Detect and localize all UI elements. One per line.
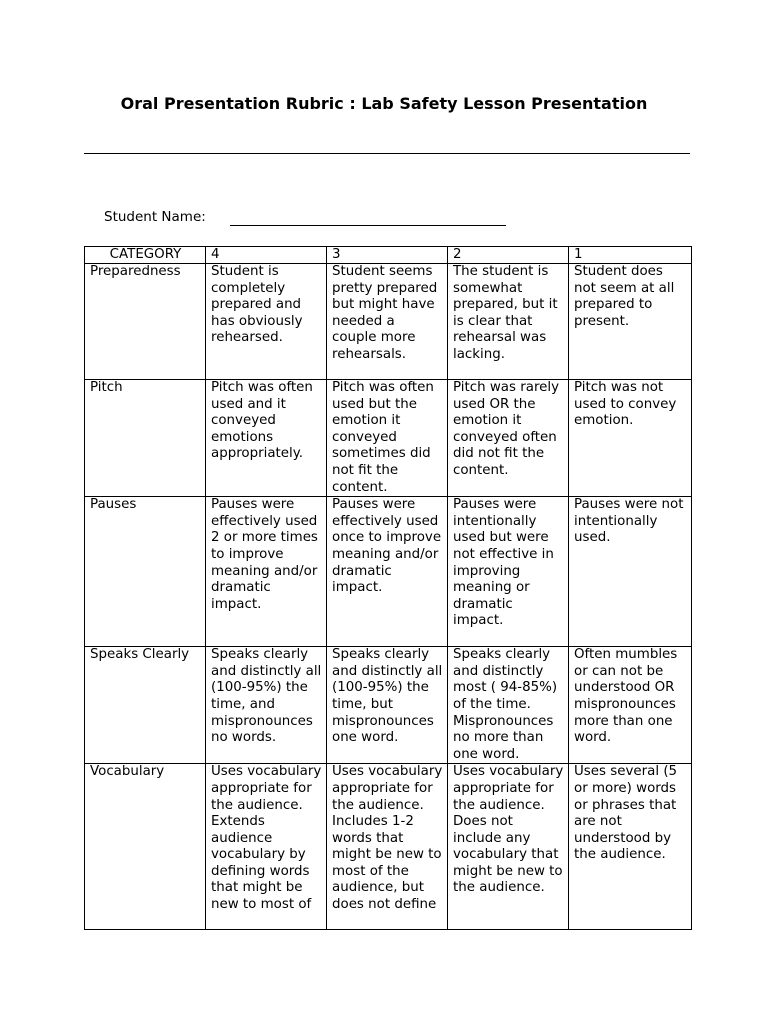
score-4-cell: Pitch was often used and it conveyed emotions appropriately. [206,380,327,497]
score-2-cell: Pitch was rarely used OR the emotion it conveyed often did not fit the content. [448,380,569,497]
row-pitch [85,380,692,497]
score-3-cell: Student seems pretty prepared but might have needed a couple more rehearsals. [327,264,448,380]
score-2-cell: Speaks clearly and distinctly most ( 94-85%) of the time. Mispronounces no more than one word. [448,647,569,764]
student-name-blank [230,225,506,226]
row-preparedness [85,264,692,380]
score-4-cell: Student is completely prepared and has obviously rehearsed. [206,264,327,380]
score-2-cell: Uses vocabulary appropriate for the audience. Does not include any vocabulary that might be new to the audience. [448,764,569,930]
score-2-cell: The student is somewhat prepared, but it is clear that rehearsal was lacking. [448,264,569,380]
score-4-cell: Uses vocabulary appropriate for the audience. Extends audience vocabulary by defining words that might be new to most of [206,764,327,930]
score-3-cell: Speaks clearly and distinctly all (100-95%) the time, but mispronounces one word. [327,647,448,764]
rubric-table [84,246,692,930]
header-row [85,247,692,264]
row-vocabulary [85,764,692,930]
row-pauses [85,497,692,647]
category-cell: Vocabulary [85,764,206,930]
score-1-cell: Uses several (5 or more) words or phrases that are not understood by the audience. [569,764,692,930]
row-speaks-clearly [85,647,692,764]
score-3-cell: Uses vocabulary appropriate for the audience. Includes 1-2 words that might be new to most of the audience, but does not define [327,764,448,930]
category-cell: Pitch [85,380,206,497]
header-score-1: 1 [569,247,692,264]
header-score-3: 3 [327,247,448,264]
score-4-cell: Speaks clearly and distinctly all (100-95%) the time, and mispronounces no words. [206,647,327,764]
score-4-cell: Pauses were effectively used 2 or more times to improve meaning and/or dramatic impact. [206,497,327,647]
document-title: Oral Presentation Rubric : Lab Safety Lesson Presentation [120,94,648,113]
header-category: CATEGORY [85,247,206,264]
category-cell: Preparedness [85,264,206,380]
title-underline [84,153,690,154]
score-1-cell: Often mumbles or can not be understood OR mispronounces more than one word. [569,647,692,764]
student-name-label: Student Name: [104,209,206,225]
score-2-cell: Pauses were intentionally used but were not effective in improving meaning or dramatic impact. [448,497,569,647]
score-3-cell: Pitch was often used but the emotion it conveyed sometimes did not fit the content. [327,380,448,497]
header-score-2: 2 [448,247,569,264]
score-1-cell: Pauses were not intentionally used. [569,497,692,647]
header-score-4: 4 [206,247,327,264]
category-cell: Pauses [85,497,206,647]
score-3-cell: Pauses were effectively used once to improve meaning and/or dramatic impact. [327,497,448,647]
score-1-cell: Student does not seem at all prepared to present. [569,264,692,380]
score-1-cell: Pitch was not used to convey emotion. [569,380,692,497]
category-cell: Speaks Clearly [85,647,206,764]
